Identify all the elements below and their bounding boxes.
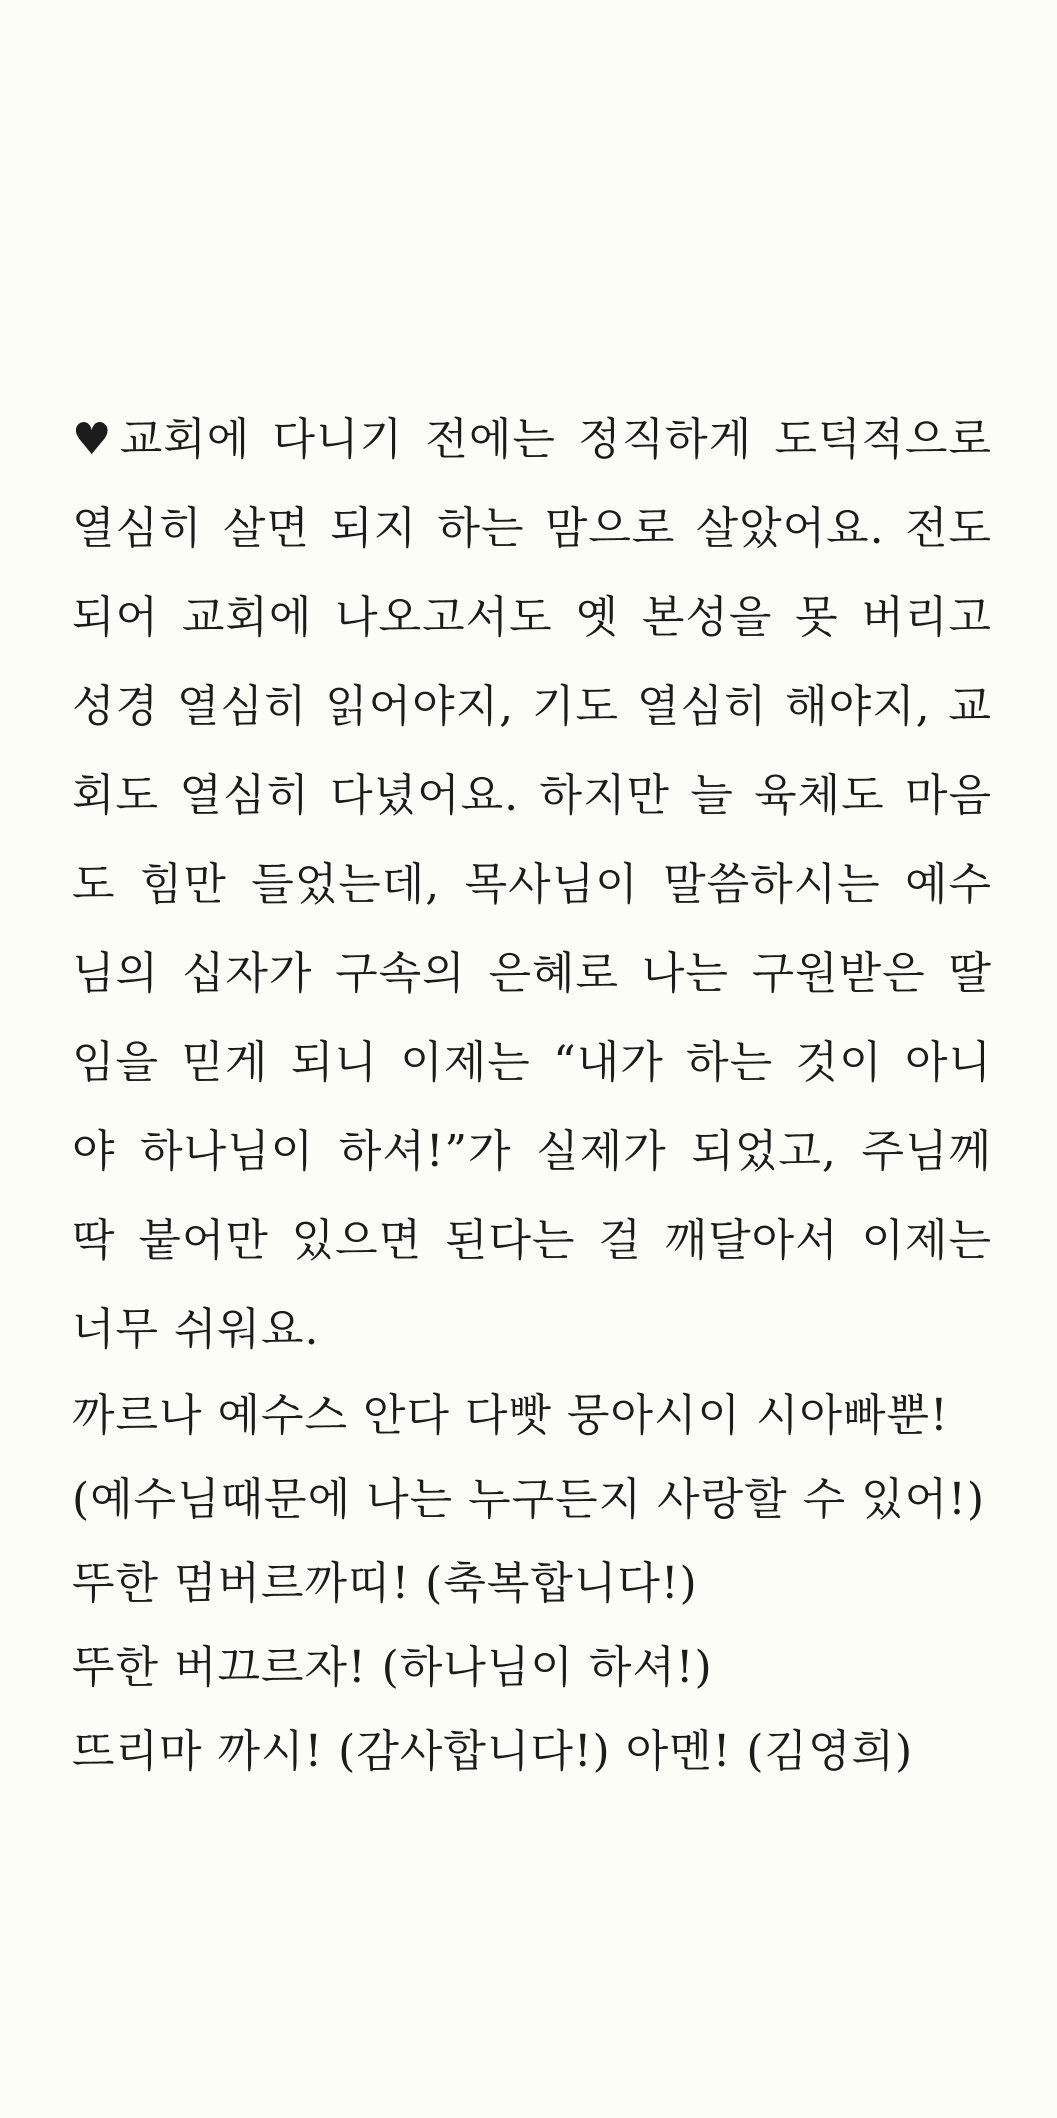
testimony-line: 너무 쉬워요. bbox=[72, 1304, 320, 1355]
testimony-line: 님의 십자가 구속의 은혜로 나는 구원받은 딸 bbox=[72, 948, 992, 999]
closing-greeting bbox=[72, 1374, 992, 1794]
testimony-line: 야 하나님이 하셔!”가 실제가 되었고, 주님께 bbox=[72, 1126, 992, 1177]
closing-line: (예수님때문에 나는 누구든지 사랑할 수 있어!) bbox=[72, 1474, 986, 1525]
testimony-line: 임을 믿게 되니 이제는 “내가 하는 것이 아니 bbox=[72, 1037, 992, 1088]
testimony-line: ♥교회에 다니기 전에는 정직하게 도덕적으로 bbox=[72, 414, 992, 465]
testimony-paragraph bbox=[72, 395, 992, 1374]
testimony-line: 열심히 살면 되지 하는 맘으로 살았어요. 전도 bbox=[72, 503, 992, 554]
testimony-text bbox=[72, 395, 992, 1794]
testimony-line: 회도 열심히 다녔어요. 하지만 늘 육체도 마음 bbox=[72, 770, 992, 821]
testimony-line: 도 힘만 들었는데, 목사님이 말씀하시는 예수 bbox=[72, 859, 992, 910]
closing-line: 뚜한 멈버르까띠! (축복합니다!) bbox=[72, 1558, 698, 1609]
testimony-line: 성경 열심히 읽어야지, 기도 열심히 해야지, 교 bbox=[72, 681, 992, 732]
closing-line: 뚜한 버끄르자! (하나님이 하셔!) bbox=[72, 1642, 713, 1693]
testimony-line: 되어 교회에 나오고서도 옛 본성을 못 버리고 bbox=[72, 592, 992, 643]
closing-line: 뜨리마 까시! (감사합니다!) 아멘! (김영희) bbox=[72, 1726, 914, 1777]
closing-line: 까르나 예수스 안다 다빳 뭉아시이 시아빠뿐! bbox=[72, 1390, 949, 1441]
testimony-line: 딱 붙어만 있으면 된다는 걸 깨달아서 이제는 bbox=[72, 1215, 992, 1266]
